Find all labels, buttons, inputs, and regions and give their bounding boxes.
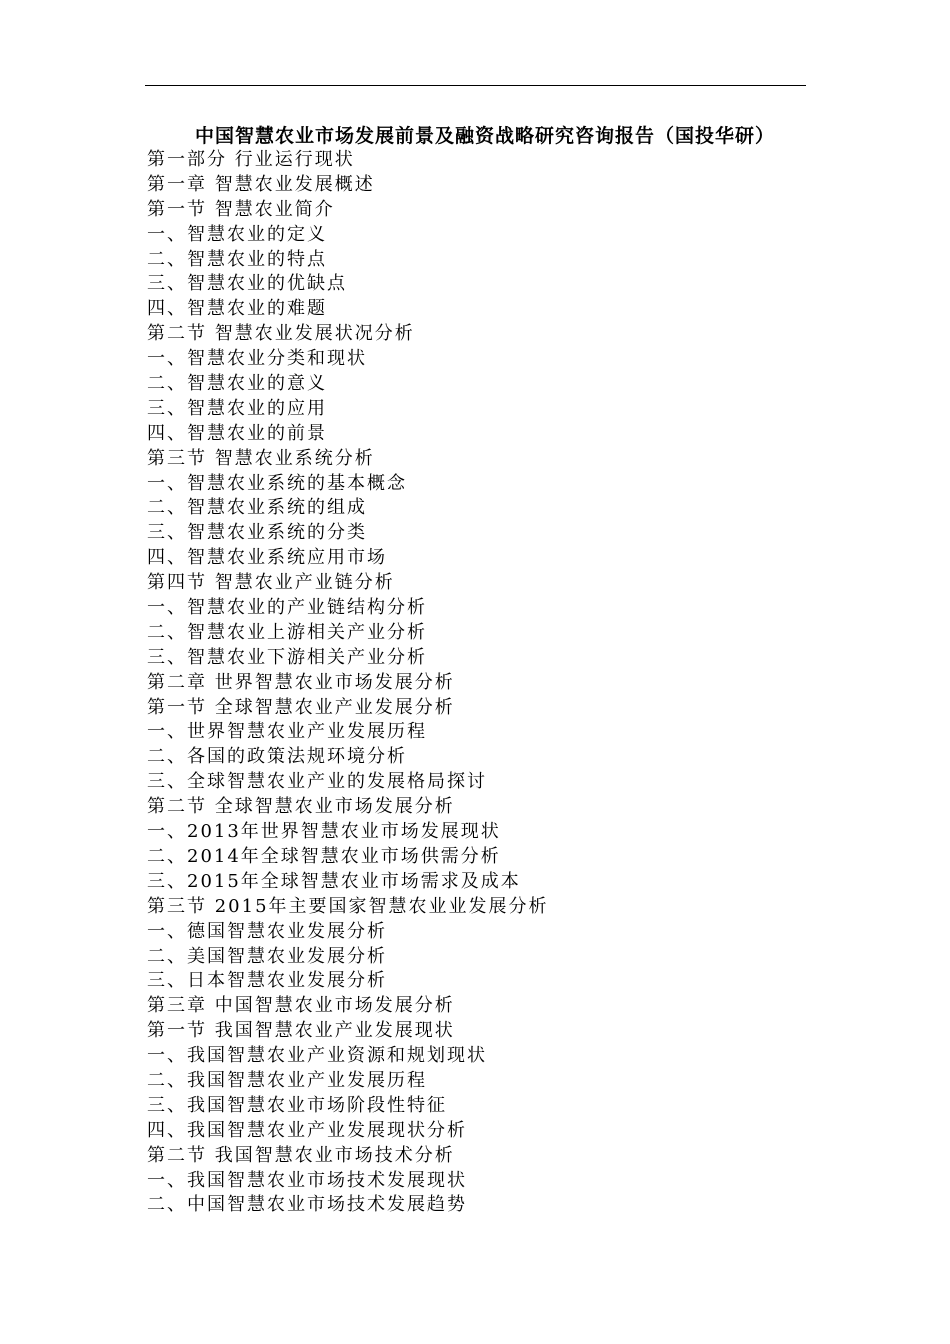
toc-line: 二、我国智慧农业产业发展历程 [147, 1069, 427, 1091]
toc-line: 二、美国智慧农业发展分析 [147, 945, 387, 967]
toc-line: 一、德国智慧农业发展分析 [147, 920, 387, 942]
header-rule [145, 85, 806, 86]
toc-line: 第四节 智慧农业产业链分析 [147, 572, 395, 594]
toc-line: 一、世界智慧农业产业发展历程 [147, 721, 427, 743]
toc-line: 二、智慧农业的特点 [147, 248, 327, 270]
toc-line: 一、智慧农业系统的基本概念 [147, 472, 407, 494]
toc-line: 二、智慧农业系统的组成 [147, 497, 367, 519]
toc-line: 四、我国智慧农业产业发展现状分析 [147, 1119, 467, 1141]
toc-line: 一、我国智慧农业产业资源和规划现状 [147, 1045, 487, 1067]
toc-line: 第一节 全球智慧农业产业发展分析 [147, 696, 455, 718]
toc-line: 第三章 中国智慧农业市场发展分析 [147, 995, 455, 1017]
toc-line: 二、智慧农业的意义 [147, 373, 327, 395]
toc-line: 四、智慧农业的前景 [147, 422, 327, 444]
toc-line: 三、智慧农业系统的分类 [147, 522, 367, 544]
toc-line: 二、各国的政策法规环境分析 [147, 746, 407, 768]
toc-line: 三、智慧农业下游相关产业分析 [147, 646, 427, 668]
toc-line: 三、2015年全球智慧农业市场需求及成本 [147, 870, 521, 892]
toc-line: 二、2014年全球智慧农业市场供需分析 [147, 845, 501, 867]
toc-line: 三、日本智慧农业发展分析 [147, 970, 387, 992]
toc-line: 第二节 智慧农业发展状况分析 [147, 323, 415, 345]
toc-line: 第二章 世界智慧农业市场发展分析 [147, 671, 455, 693]
toc-line: 二、中国智慧农业市场技术发展趋势 [147, 1194, 467, 1216]
toc-line: 一、智慧农业分类和现状 [147, 348, 367, 370]
toc-line: 第二节 我国智慧农业市场技术分析 [147, 1144, 455, 1166]
toc-line: 第一部分 行业运行现状 [147, 149, 355, 170]
toc-line: 第一章 智慧农业发展概述 [147, 173, 375, 195]
document-title: 中国智慧农业市场发展前景及融资战略研究咨询报告（国投华研） [194, 125, 775, 147]
toc-line: 三、全球智慧农业产业的发展格局探讨 [147, 771, 487, 793]
toc-line: 第三节 2015年主要国家智慧农业业发展分析 [147, 895, 549, 917]
toc-line: 四、智慧农业系统应用市场 [147, 547, 387, 569]
table-of-contents [147, 148, 549, 1218]
toc-line: 三、我国智慧农业市场阶段性特征 [147, 1094, 447, 1116]
toc-line: 二、智慧农业上游相关产业分析 [147, 621, 427, 643]
toc-line: 第三节 智慧农业系统分析 [147, 447, 375, 469]
toc-line: 四、智慧农业的难题 [147, 298, 327, 320]
toc-line: 一、我国智慧农业市场技术发展现状 [147, 1169, 467, 1191]
toc-line: 一、智慧农业的产业链结构分析 [147, 597, 427, 619]
toc-line: 第一节 我国智慧农业产业发展现状 [147, 1020, 455, 1042]
toc-line: 第一节 智慧农业简介 [147, 198, 335, 220]
toc-line: 三、智慧农业的优缺点 [147, 273, 347, 295]
toc-line: 一、2013年世界智慧农业市场发展现状 [147, 821, 501, 843]
toc-line: 第二节 全球智慧农业市场发展分析 [147, 796, 455, 818]
toc-line: 一、智慧农业的定义 [147, 223, 327, 245]
toc-line: 三、智慧农业的应用 [147, 397, 327, 419]
